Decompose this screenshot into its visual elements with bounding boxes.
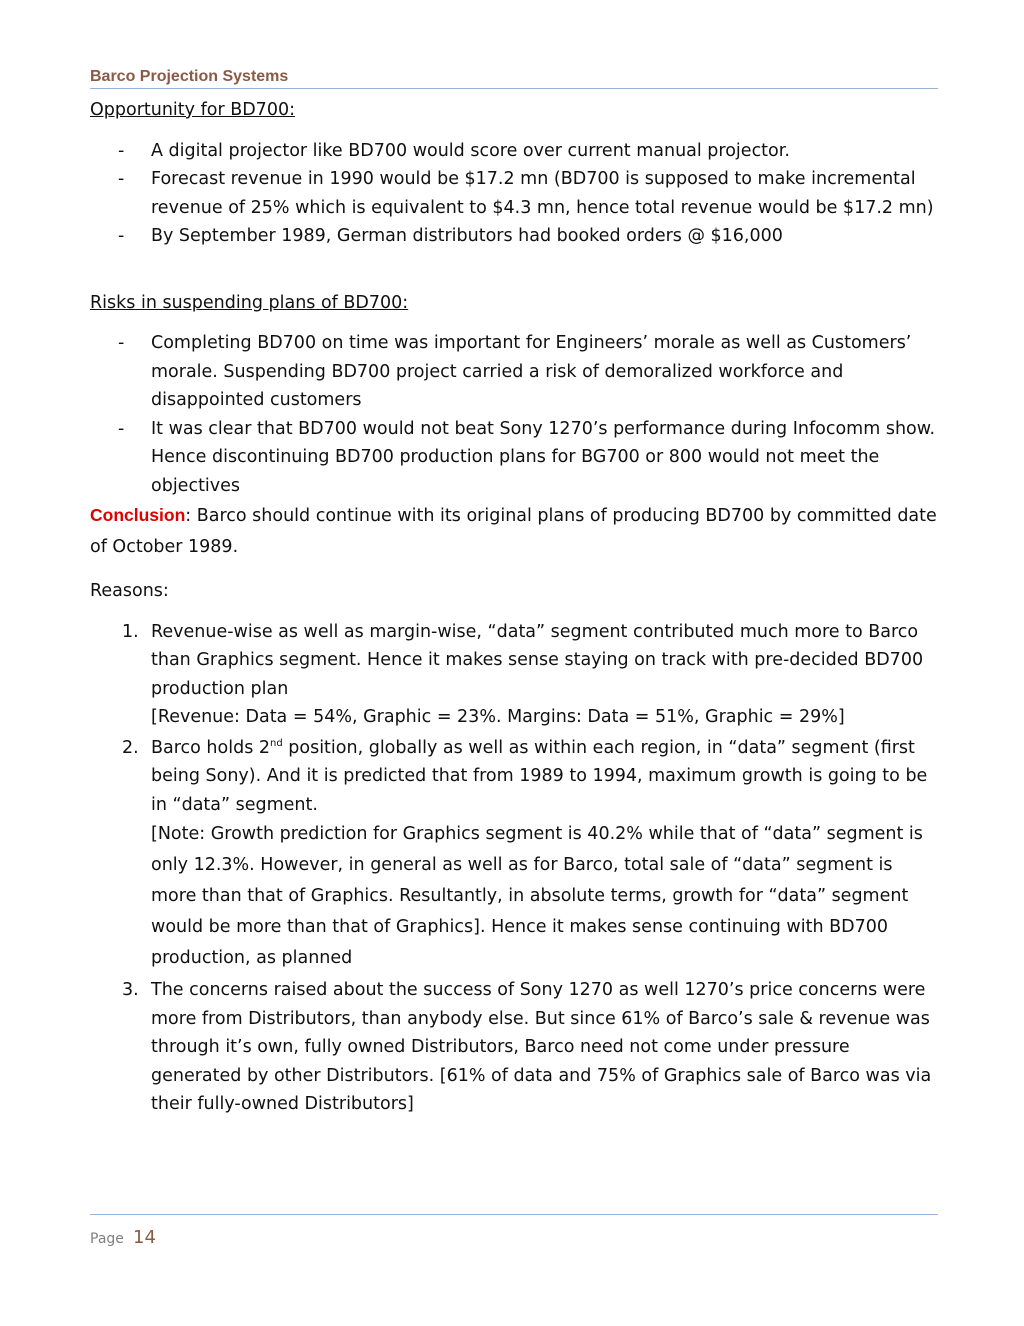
list-item: - A digital projector like BD700 would score over current manual projector.: [118, 140, 790, 161]
page-content: [90, 96, 938, 1121]
reasons-heading: Reasons:: [90, 581, 169, 601]
list-item: - Forecast revenue in 1990 would be $17.2 mn (BD700 is supposed to make incremental revenue of 25% which is equivalent to $4.3 mn, hence total revenue would be $17.2 mn): [118, 169, 934, 218]
page-number: 14: [133, 1227, 156, 1248]
page-label: Page: [90, 1231, 124, 1247]
page-footer: [90, 1214, 938, 1248]
conclusion-paragraph: [90, 500, 938, 563]
risks-list: [90, 329, 938, 500]
header-title: Barco Projection Systems: [90, 68, 289, 85]
conclusion-label: Conclusion: [90, 505, 186, 525]
opportunity-heading: Opportunity for BD700:: [90, 100, 295, 120]
conclusion-text: : Barco should continue with its original plans of producing BD700 by committed date of October 1989.: [90, 506, 937, 557]
list-item: - Completing BD700 on time was important for Engineers’ morale as well as Customers’ morale. Suspending BD700 project carried a risk of demoralized workforce and disappointed customers: [118, 333, 912, 410]
list-item: - By September 1989, German distributors had booked orders @ $16,000: [118, 226, 783, 246]
list-item: - It was clear that BD700 would not beat Sony 1270’s performance during Infocomm show. Hence discontinuing BD700 production plans for BG700 or 800 would not meet the objectives: [118, 418, 936, 496]
risks-heading: Risks in suspending plans of BD700:: [90, 292, 409, 313]
list-item: 3. The concerns raised about the success of Sony 1270 as well 1270’s price concerns were more from Distributors, than anybody else. But since 61% of Barco’s sale & revenue was through it’s own, fully owned Distributors, Barco need not come under pressure generated by other Distributors. [61% of data and 75% of Graphics sale of Barco was via their fully-owned Distributors]: [122, 980, 932, 1114]
reasons-list: [90, 618, 938, 1119]
page-header: [90, 66, 938, 89]
opportunity-list: [90, 137, 938, 251]
list-item: 2. Barco holds 2nd position, globally as well as within each region, in “data” segment (first being Sony). And it is predicted that from 1989 to 1994, maximum growth is going to be in “data” segment. [Note: Growth prediction for Graphics segment is 40.2% while that of “data” segment is only 12.3%. However, in general as well as for Barco, total sale of “data” segment is more than that of Graphics. Resultantly, in absolute terms, growth for “data” segment would be more than that of Graphics]. Hence it makes sense continuing with BD700 production, as planned: [122, 737, 928, 968]
list-item: 1. Revenue-wise as well as margin-wise, “data” segment contributed much more to Barco than Graphics segment. Hence it makes sense staying on track with pre-decided BD700 production plan [Revenue: Data = 54%, Graphic = 23%. Margins: Data = 51%, Graphic = 29%]: [122, 621, 924, 727]
